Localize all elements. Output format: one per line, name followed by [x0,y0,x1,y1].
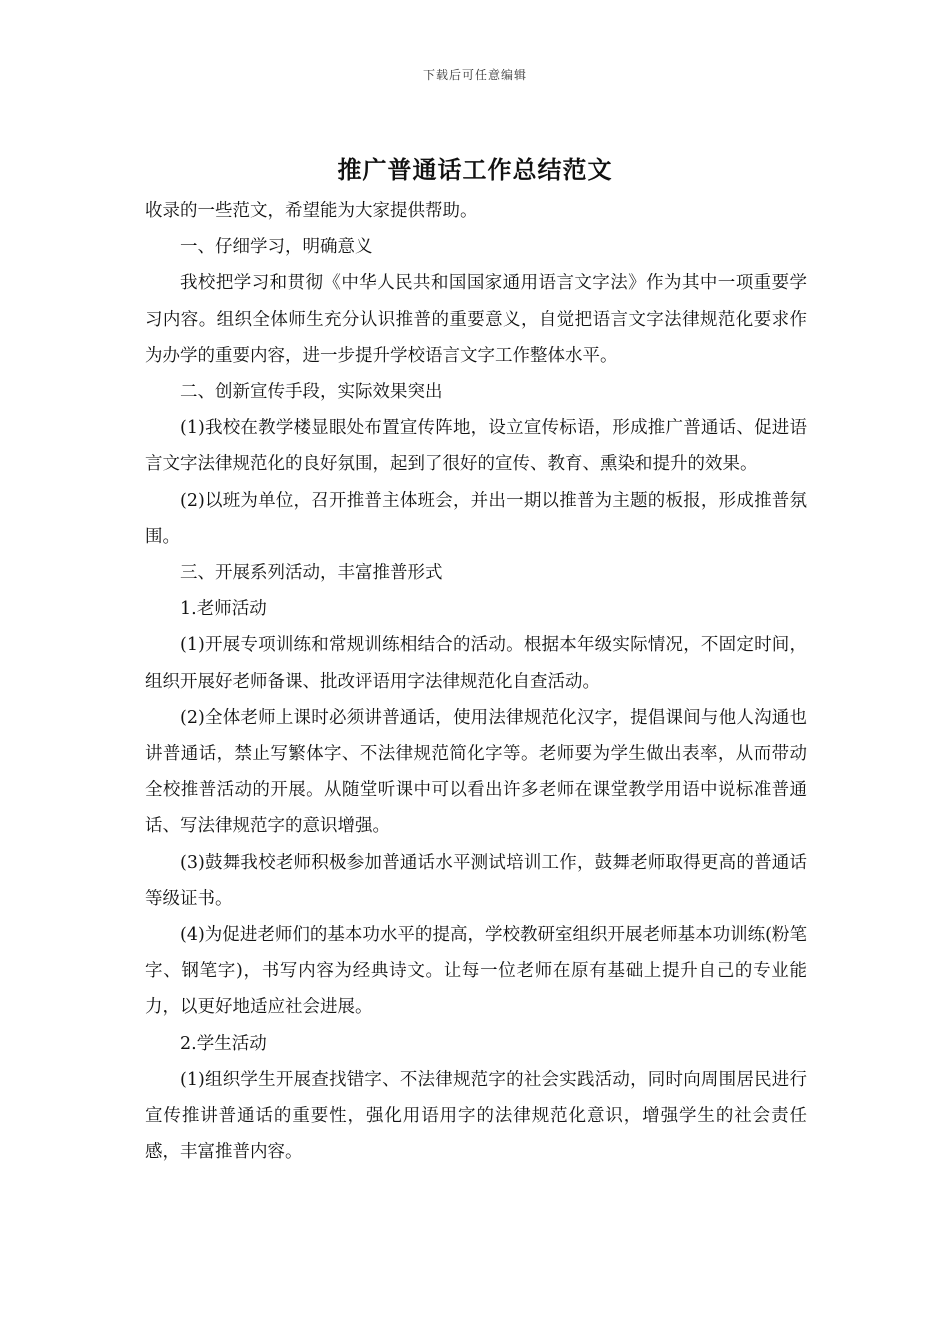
paragraph: (1)我校在教学楼显眼处布置宣传阵地，设立宣传标语，形成推广普通话、促进语言文字法律规范化的良好氛围，起到了很好的宣传、教育、熏染和提升的效果。 [145,418,807,475]
paragraph: (2)以班为单位，召开推普主体班会，并出一期以推普为主题的板报，形成推普氛围。 [145,490,807,547]
subsection-heading: 1.老师活动 [180,599,267,620]
paragraph: 我校把学习和贯彻《中华人民共和国国家通用语言文字法》作为其中一项重要学习内容。组织全体师生充分认识推普的重要意义，自觉把语言文字法律规范化要求作为办学的重要内容，进一步提升学校语言文字工作整体水平。 [145,273,807,366]
section-heading: 二、创新宣传手段，实际效果突出 [180,382,443,403]
paragraph: (1)组织学生开展查找错字、不法律规范字的社会实践活动，同时向周围居民进行宣传推讲普通话的重要性，强化用语用字的法律规范化意识，增强学生的社会责任感，丰富推普内容。 [145,1069,807,1163]
section-heading: 一、仔细学习，明确意义 [180,237,373,258]
paragraph: 收录的一些范文，希望能为大家提供帮助。 [145,201,478,221]
paragraph: (2)全体老师上课时必须讲普通话，使用法律规范化汉字，提倡课间与他人沟通也讲普通话，禁止写繁体字、不法律规范简化字等。老师要为学生做出表率，从而带动全校推普活动的开展。从随堂听课中可以看出许多老师在课堂教学用语中说标准普通话、写法律规范字的意识增强。 [145,707,807,837]
paragraph: (4)为促进老师们的基本功水平的提高，学校教研室组织开展老师基本功训练(粉笔字、钢笔字)，书写内容为经典诗文。让每一位老师在原有基础上提升自己的专业能力，以更好地适应社会进展。 [145,925,807,1018]
paragraph: (3)鼓舞我校老师积极参加普通话水平测试培训工作，鼓舞老师取得更高的普通话等级证书。 [145,852,807,909]
section-heading: 三、开展系列活动，丰富推普形式 [180,563,443,584]
header-note: 下载后可任意编辑 [422,68,527,82]
subsection-heading: 2.学生活动 [180,1033,267,1054]
document-body [145,193,807,1170]
paragraph: (1)开展专项训练和常规训练相结合的活动。根据本年级实际情况，不固定时间，组织开展好老师备课、批改评语用字法律规范化自查活动。 [145,635,807,692]
document-title: 推广普通话工作总结范文 [337,155,613,184]
